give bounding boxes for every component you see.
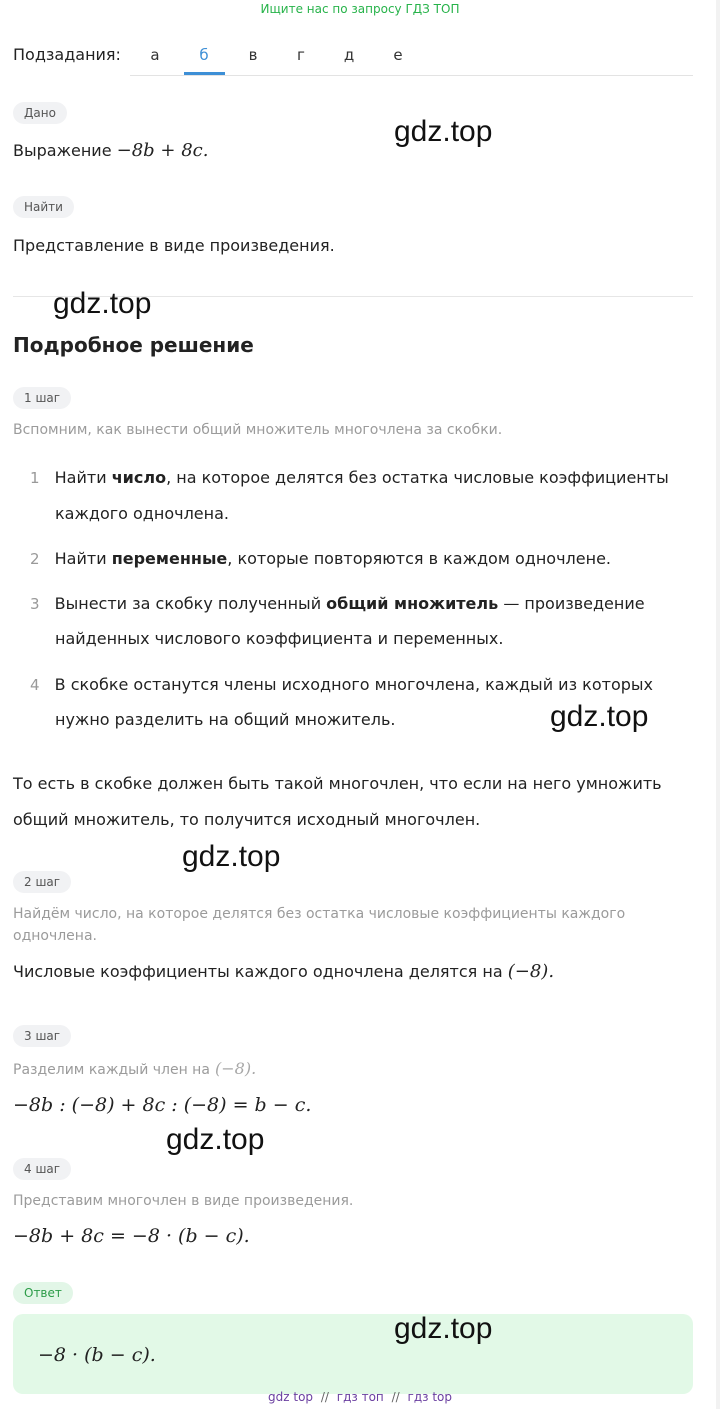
list-item-text-pre: Найти [54, 549, 112, 568]
footer-link[interactable]: гдз топ [336, 1390, 384, 1404]
step1-tag-label: 1 шаг [13, 387, 71, 409]
list-item-number: 2 [30, 550, 40, 568]
watermark: gdz.top [394, 115, 493, 148]
step4-expression: −8b + 8c = −8 · (b − c). [13, 1225, 250, 1247]
footer-link[interactable]: гдз top [407, 1390, 452, 1404]
step4-tag-label: 4 шаг [13, 1158, 71, 1180]
step2-hint-line1: Найдём число, на которое делятся без остатка числовые коэффициенты каждого [13, 906, 626, 922]
step4-hint: Представим многочлен в виде произведения. [13, 1193, 354, 1209]
given-expression: −8b + 8c. [116, 140, 209, 161]
step3-hint-expression: (−8). [215, 1059, 257, 1078]
step3-hint-text: Разделим каждый член на [13, 1062, 210, 1078]
step1-tag [13, 387, 71, 409]
tab-a[interactable]: а [150, 46, 160, 64]
watermark: gdz.top [53, 287, 152, 320]
step1-hint: Вспомним, как вынести общий множитель многочлена за скобки. [13, 422, 503, 438]
tab-g[interactable]: г [297, 46, 305, 64]
step2-expression: (−8). [507, 961, 555, 982]
tab-v[interactable]: в [248, 46, 258, 64]
step4-tag [13, 1158, 71, 1180]
footer-separator: // [320, 1390, 329, 1404]
step3-tag-label: 3 шаг [13, 1025, 71, 1047]
step3-tag [13, 1025, 71, 1047]
list-item-bold: общий множитель [326, 594, 499, 613]
given-text: Выражение [13, 141, 112, 160]
answer-expression: −8 · (b − c). [38, 1344, 156, 1366]
list-item-number: 1 [30, 469, 40, 487]
watermark: gdz.top [166, 1123, 265, 1156]
answer-tag [13, 1282, 73, 1304]
footer-separator: // [391, 1390, 400, 1404]
list-item-number: 4 [30, 676, 40, 694]
list-item [30, 675, 653, 694]
answer-tag-label: Ответ [13, 1282, 73, 1304]
list-item-text-pre: Найти [54, 468, 112, 487]
active-tab-indicator [184, 72, 225, 75]
watermark: gdz.top [394, 1312, 493, 1345]
step2-text: Числовые коэффициенты каждого одночлена делятся на [13, 962, 503, 981]
step2-statement [13, 961, 554, 982]
list-item-text-post: , которые повторяются в каждом одночлене. [227, 549, 612, 568]
footer-links [0, 1390, 720, 1404]
watermark: gdz.top [182, 840, 281, 873]
list-item-bold: переменные [111, 549, 228, 568]
tab-e[interactable]: е [393, 46, 403, 64]
list-item [30, 549, 611, 568]
footer-link[interactable]: gdz top [268, 1390, 314, 1404]
tab-b[interactable]: б [199, 46, 209, 64]
list-item-line2: каждого одночлена. [55, 504, 229, 523]
list-item-text-post: — произведение [498, 594, 645, 613]
step2-hint-line2: одночлена. [13, 928, 97, 944]
list-item-text-post: , на которое делятся без остатка числовые коэффициенты [166, 468, 669, 487]
list-item-line2: найденных числового коэффициента и переменных. [55, 629, 504, 648]
find-text: Представление в виде произведения. [13, 236, 335, 255]
step2-tag-label: 2 шаг [13, 871, 71, 893]
list-item-line2: нужно разделить на общий множитель. [55, 710, 396, 729]
watermark: gdz.top [550, 700, 649, 733]
tab-d[interactable]: д [343, 46, 355, 64]
step3-hint [13, 1059, 256, 1078]
list-item-number: 3 [30, 595, 40, 613]
list-item [30, 594, 645, 613]
search-hint-banner: Ищите нас по запросу ГДЗ ТОП [260, 2, 460, 16]
given-tag [13, 102, 67, 124]
find-tag [13, 196, 74, 218]
given-tag-label: Дано [13, 102, 67, 124]
list-item-bold: число [111, 468, 167, 487]
explanation-line1: То есть в скобке должен быть такой многочлен, что если на него умножить [13, 774, 662, 793]
list-item [30, 468, 669, 487]
find-tag-label: Найти [13, 196, 74, 218]
scrollbar[interactable] [716, 0, 720, 1409]
list-item-text-pre: Вынести за скобку полученный [54, 594, 327, 613]
given-statement [13, 140, 208, 161]
list-item-text-pre: В скобке останутся члены исходного многочлена, каждый из которых [54, 675, 653, 694]
tabs-divider [130, 75, 693, 76]
subtasks-label: Подзадания: [13, 45, 121, 64]
solution-heading: Подробное решение [13, 333, 254, 357]
explanation-line2: общий множитель, то получится исходный многочлен. [13, 810, 481, 829]
step3-expression: −8b : (−8) + 8c : (−8) = b − c. [13, 1094, 312, 1116]
step2-tag [13, 871, 71, 893]
